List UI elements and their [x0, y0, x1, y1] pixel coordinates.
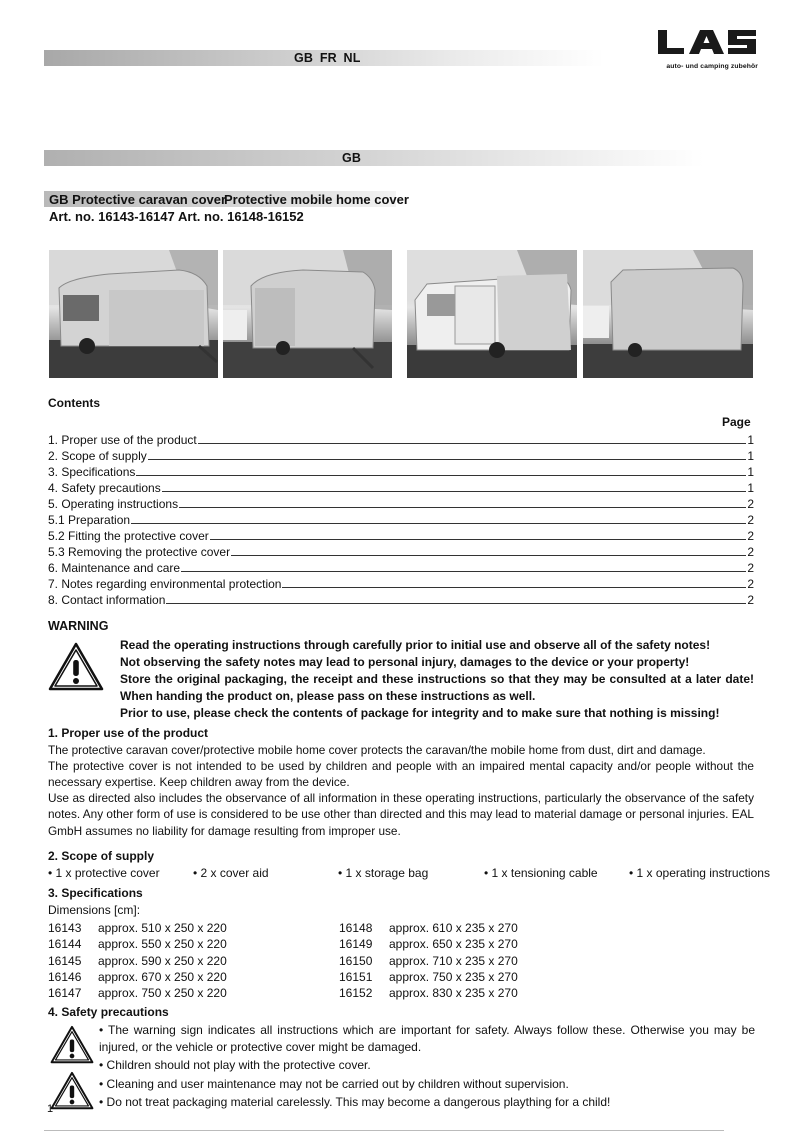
scope-item-storage-bag: • 1 x storage bag [338, 866, 429, 880]
spec-row [339, 936, 518, 952]
spec-dimensions: approx. 510 x 250 x 220 [98, 921, 227, 935]
proper-use-heading: 1. Proper use of the product [48, 726, 209, 740]
toc-leader [131, 523, 746, 524]
warning-triangle-icon [48, 642, 104, 692]
spec-row [339, 920, 518, 936]
toc-leader [148, 459, 747, 460]
photo-caravan-cover-rear [223, 250, 392, 378]
header-languages: GB FR NL [294, 51, 361, 65]
warning-line-3: Store the original packaging, the receipt and these instructions so that they may be consulted at a later date! When handing the product on, please pass on these instructions as well. [120, 672, 754, 703]
spec-row [339, 953, 518, 969]
toc-label: 7. Notes regarding environmental protection [48, 577, 282, 591]
toc-label: 2. Scope of supply [48, 449, 147, 463]
toc-page: 1 [747, 465, 754, 479]
proper-use-paragraph-2: The protective cover is not intended to be used by children and people with an impaired mental capacity and/or people without the necessary expertise. Keep children away from the device. [48, 759, 754, 790]
safety-item-warning-sign: • The warning sign indicates all instructions which are important for safety. Always follow these. Otherwise you may be injured, or the vehicle or protective cover might be damaged. [99, 1023, 755, 1054]
scope-item-tensioning-cable: • 1 x tensioning cable [484, 866, 598, 880]
toc-label: 3. Specifications [48, 465, 136, 479]
toc-row-6[interactable] [48, 560, 754, 575]
toc-page: 2 [747, 497, 754, 511]
scope-item-cover-aid: • 2 x cover aid [193, 866, 269, 880]
warning-heading: WARNING [48, 619, 109, 633]
toc-row-5-1[interactable] [48, 512, 754, 527]
spec-article-no: 16145 [48, 953, 82, 968]
las-logo [656, 28, 758, 70]
warning-line-4: Prior to use, please check the contents of package for integrity and to make sure that nothing is missing! [120, 706, 720, 720]
toc-page: 2 [747, 513, 754, 527]
toc-page: 1 [747, 481, 754, 495]
spec-article-no: 16146 [48, 969, 82, 984]
spec-article-no: 16150 [339, 953, 373, 968]
specs-table-caravan [48, 920, 227, 1001]
toc-label: 8. Contact information [48, 593, 166, 607]
toc-page: 1 [747, 449, 754, 463]
section-band-label: GB [342, 151, 362, 165]
toc-page: 2 [747, 577, 754, 591]
spec-article-no: 16152 [339, 986, 373, 1001]
toc-row-2[interactable] [48, 448, 754, 463]
toc-label: 1. Proper use of the product [48, 433, 197, 447]
section-band-gb [44, 150, 704, 166]
spec-dimensions: approx. 750 x 235 x 270 [389, 969, 518, 984]
warning-triangle-icon [50, 1071, 94, 1111]
product-title-caravan: GB Protective caravan cover [49, 192, 227, 207]
spec-article-no: 16149 [339, 937, 373, 952]
spec-row [48, 969, 227, 985]
toc-leader [231, 555, 746, 556]
toc-leader [136, 475, 746, 476]
footer-rule [44, 1130, 724, 1131]
toc-leader [179, 507, 746, 508]
spec-article-no: 16148 [339, 921, 373, 935]
scope-heading: 2. Scope of supply [48, 849, 155, 863]
toc-row-8[interactable] [48, 592, 754, 607]
spec-article-no: 16143 [48, 921, 82, 935]
safety-item-cleaning: • Cleaning and user maintenance may not be carried out by children without supervision. [99, 1077, 569, 1091]
warning-line-2: Not observing the safety notes may lead to personal injury, damages to the device or your property! [120, 655, 690, 669]
toc-row-5[interactable] [48, 496, 754, 511]
toc-page: 2 [747, 529, 754, 543]
photo-caravan-cover-side [49, 250, 218, 378]
spec-dimensions: approx. 590 x 250 x 220 [98, 953, 227, 968]
toc-label: 5.2 Fitting the protective cover [48, 529, 209, 543]
scope-item-cover: • 1 x protective cover [48, 866, 160, 880]
product-title-bar [44, 191, 409, 207]
toc-row-5-3[interactable] [48, 544, 754, 559]
spec-dimensions: approx. 670 x 250 x 220 [98, 969, 227, 984]
article-number-caravan: Art. no. 16143-16147 [49, 209, 175, 224]
contents-page-label: Page [722, 415, 751, 429]
warning-notes [120, 637, 754, 722]
safety-heading: 4. Safety precautions [48, 1005, 169, 1019]
header-language-band [44, 50, 604, 66]
spec-dimensions: approx. 610 x 235 x 270 [389, 921, 518, 935]
article-number-mobile-home: Art. no. 16148-16152 [178, 209, 304, 224]
specs-dimensions-label: Dimensions [cm]: [48, 903, 141, 917]
photo-mobile-home-cover-side [407, 250, 577, 378]
product-title-mobile-home: Protective mobile home cover [224, 192, 409, 207]
specs-heading: 3. Specifications [48, 886, 143, 900]
spec-article-no: 16151 [339, 969, 373, 984]
toc-row-7[interactable] [48, 576, 754, 591]
safety-item-packaging: • Do not treat packaging material carelessly. This may become a dangerous plaything for a child! [99, 1095, 611, 1109]
scope-items [48, 866, 770, 882]
spec-row [48, 985, 227, 1001]
toc-leader [181, 571, 746, 572]
toc-label: 4. Safety precautions [48, 481, 161, 495]
photo-mobile-home-cover-rear [583, 250, 753, 378]
spec-row [48, 953, 227, 969]
toc-label: 5.1 Preparation [48, 513, 131, 527]
page-number: 1 [47, 1103, 54, 1115]
spec-row [339, 985, 518, 1001]
warning-line-1: Read the operating instructions through carefully prior to initial use and observe all of the safety notes! [120, 638, 711, 652]
spec-dimensions: approx. 750 x 250 x 220 [98, 986, 227, 1001]
specs-table-mobile-home [339, 920, 518, 1001]
toc-page: 1 [747, 433, 754, 447]
toc-label: 5.3 Removing the protective cover [48, 545, 231, 559]
spec-dimensions: approx. 650 x 235 x 270 [389, 937, 518, 952]
spec-row [339, 969, 518, 985]
toc-leader [198, 443, 747, 444]
proper-use-paragraph-3: Use as directed also includes the observance of all information in these operating instructions, particularly the observance of the safety notes. Any other form of use is considered to be use other than directed and this may lead to material damage or personal injuries. EAL GmbH assumes no liability for damage resulting from improper use. [48, 791, 754, 838]
spec-dimensions: approx. 550 x 250 x 220 [98, 937, 227, 952]
scope-item-instructions: • 1 x operating instructions [629, 866, 770, 880]
spec-row [48, 920, 227, 936]
toc-page: 2 [747, 545, 754, 559]
warning-triangle-icon [50, 1025, 94, 1065]
proper-use-paragraph-1: The protective caravan cover/protective mobile home cover protects the caravan/the mobile home from dust, dirt and damage. [48, 743, 706, 757]
toc-row-5-2[interactable] [48, 528, 754, 543]
logo-tagline: auto- und camping zubehör [666, 63, 758, 70]
spec-article-no: 16147 [48, 986, 82, 1001]
toc-page: 2 [747, 561, 754, 575]
toc-leader [210, 539, 747, 540]
contents-heading: Contents [48, 396, 100, 410]
toc-row-3[interactable] [48, 464, 754, 479]
las-logo-mark [656, 28, 758, 56]
spec-row [48, 936, 227, 952]
toc-label: 5. Operating instructions [48, 497, 179, 511]
toc-leader [162, 491, 747, 492]
toc-leader [282, 587, 746, 588]
spec-article-no: 16144 [48, 937, 82, 952]
toc-row-1[interactable] [48, 432, 754, 447]
spec-dimensions: approx. 830 x 235 x 270 [389, 986, 518, 1001]
toc-page: 2 [747, 593, 754, 607]
toc-leader [166, 603, 746, 604]
spec-dimensions: approx. 710 x 235 x 270 [389, 953, 518, 968]
toc-row-4[interactable] [48, 480, 754, 495]
toc-label: 6. Maintenance and care [48, 561, 181, 575]
safety-item-children-play: • Children should not play with the protective cover. [99, 1058, 371, 1072]
